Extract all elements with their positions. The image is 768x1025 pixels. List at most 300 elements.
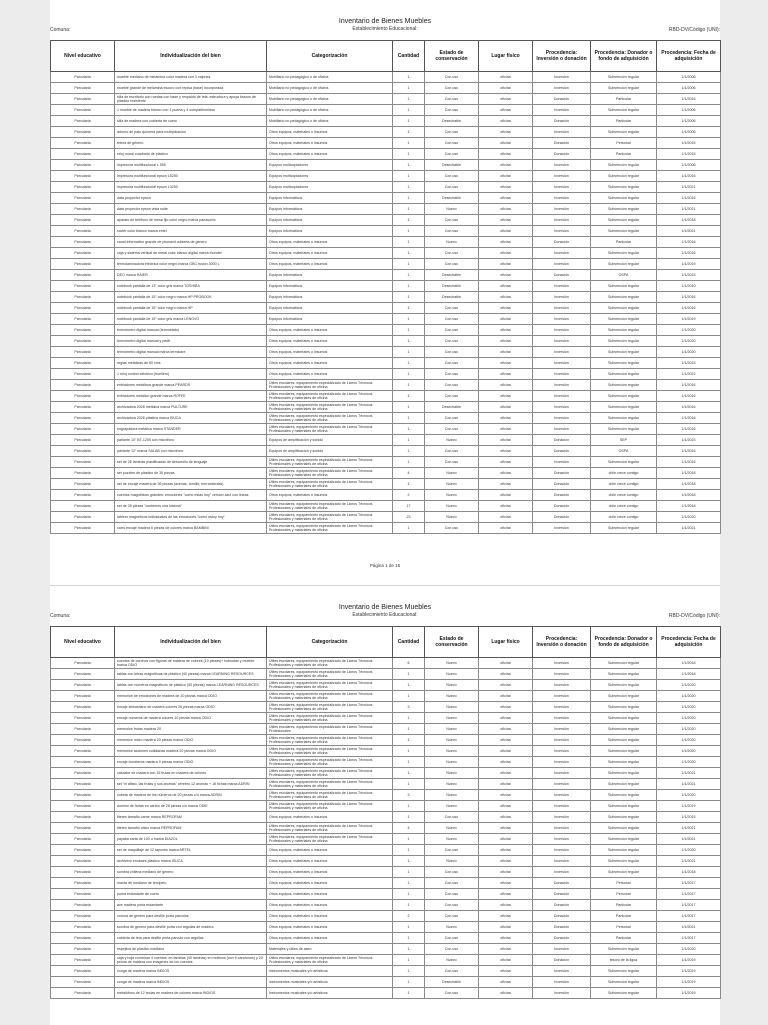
table-body	[51, 658, 721, 999]
table-cell: Equipos informáticos	[267, 204, 393, 215]
table-cell: 1/1/2021	[657, 768, 721, 779]
table-cell: 1/1/2019	[657, 801, 721, 812]
table-cell: Inversión	[533, 834, 591, 845]
table-cell: oficina	[479, 435, 533, 446]
table-cell: Subvencion regular	[591, 713, 657, 724]
table-cell: Inversión	[533, 347, 591, 358]
table-cell: Parvularia	[51, 735, 115, 746]
table-cell: oficina	[479, 138, 533, 149]
table-cell: 1/1/2020	[657, 845, 721, 856]
table-cell: Con uso	[425, 358, 479, 369]
table-cell: 1/1/2016	[657, 94, 721, 105]
table-cell: Parvularia	[51, 878, 115, 889]
table-cell: Con uso	[425, 347, 479, 358]
page-header	[50, 0, 720, 40]
table-cell: Parvularia	[51, 702, 115, 713]
page-number: Página 1 de 15	[369, 563, 401, 568]
table-cell: cascabe de madera con 15 frutas en madera de colores	[115, 768, 267, 779]
table-cell: 1	[393, 889, 425, 900]
table-cell: Donación	[533, 922, 591, 933]
table-cell: 1	[393, 878, 425, 889]
table-cell: termolaminadora eléctrica color negro marca GBC fusion 3000 L	[115, 259, 267, 270]
table-cell: Con uso	[425, 83, 479, 94]
table-cell: 1	[393, 922, 425, 933]
table-row	[51, 358, 721, 369]
table-cell: Con uso	[425, 380, 479, 391]
table-cell: Inversión	[533, 856, 591, 867]
table-cell: router color blanco marca entel	[115, 226, 267, 237]
table-cell: Subvencion regular	[591, 812, 657, 823]
table-cell: oficina	[479, 94, 533, 105]
table-cell: Inversión	[533, 702, 591, 713]
table-cell: Con uso	[425, 303, 479, 314]
table-cell: Subvencion regular	[591, 105, 657, 116]
table-cell: Parvularia	[51, 391, 115, 402]
table-row	[51, 490, 721, 501]
table-row	[51, 127, 721, 138]
table-cell: Inversión	[533, 160, 591, 171]
table-cell: Inversión	[533, 457, 591, 468]
table-cell: Inversión	[533, 790, 591, 801]
table-cell: Inversión	[533, 83, 591, 94]
table-cell: 1/1/2020	[657, 757, 721, 768]
table-cell: Con uso	[425, 94, 479, 105]
table-cell: Subvencion regular	[591, 768, 657, 779]
table-cell: 1	[393, 259, 425, 270]
table-cell: 1	[393, 347, 425, 358]
table-cell: 3	[393, 790, 425, 801]
table-cell: oficina	[479, 746, 533, 757]
table-cell: 1	[393, 944, 425, 955]
table-cell: Inversión	[533, 105, 591, 116]
table-row	[51, 193, 721, 204]
table-cell: oficina	[479, 966, 533, 977]
table-cell: 1/1/2015	[657, 358, 721, 369]
table-cell: Particular	[591, 933, 657, 944]
table-cell: 1/1/2016	[657, 193, 721, 204]
table-cell: Inversión	[533, 424, 591, 435]
table-cell: 1/1/2006	[657, 160, 721, 171]
table-row	[51, 138, 721, 149]
table-cell: Desechable	[425, 292, 479, 303]
table-row	[51, 380, 721, 391]
table-cell: Parvularia	[51, 900, 115, 911]
table-cell: Con uso	[425, 314, 479, 325]
table-cell: Nuevo	[425, 479, 479, 490]
table-cell: 1/1/2016	[657, 413, 721, 424]
table-cell: oficina	[479, 790, 533, 801]
table-cell: Nuevo	[425, 490, 479, 501]
table-cell: Particular	[591, 237, 657, 248]
table-cell: Parvularia	[51, 779, 115, 790]
table-cell: 1/1/2015	[657, 138, 721, 149]
table-cell: 1/1/2021	[657, 834, 721, 845]
table-cell: Con uso	[425, 248, 479, 259]
table-cell: Útiles escolares, equipamiento especializado de Liceos Técnicos Profesionales y materiales de oficina	[267, 457, 393, 468]
table-cell: memorice micro madera 20 piezas marca ODIO	[115, 735, 267, 746]
table-cell: Parvularia	[51, 691, 115, 702]
table-cell: set "el alfato, las frutas y sus aromas" cerebro 12 aromas + 16 fichas marca ADRIN	[115, 779, 267, 790]
table-cell: Con uso	[425, 988, 479, 999]
table-cell: 1/1/2018	[657, 468, 721, 479]
table-cell: Equipos multicopiadores	[267, 182, 393, 193]
table-cell: 1	[393, 933, 425, 944]
table-cell: Otros equipos, materiales o insumos	[267, 138, 393, 149]
establishment-label: Establecimiento Educacional:	[352, 612, 418, 618]
column-header: Individualización del bien	[115, 627, 267, 658]
table-cell: Subvencion regular	[591, 369, 657, 380]
table-cell: aparato de teléfono de mesa fijo color negro marca panasonic	[115, 215, 267, 226]
table-cell: oficina	[479, 336, 533, 347]
table-cell: Donación	[533, 237, 591, 248]
table-row	[51, 680, 721, 691]
table-cell: espejitos de plastico mediano	[115, 944, 267, 955]
table-cell: Subvencion regular	[591, 801, 657, 812]
table-cell: Nuevo	[425, 922, 479, 933]
table-cell: Útiles escolares, equipamiento especializado de Liceos Técnicos Profesionales y materiales de oficina	[267, 735, 393, 746]
column-header: Lugar físico	[479, 627, 533, 658]
table-cell: Equipos informáticos	[267, 226, 393, 237]
table-cell: Parvularia	[51, 457, 115, 468]
table-row	[51, 988, 721, 999]
table-cell: 1	[393, 182, 425, 193]
table-cell: 1/1/2010	[657, 281, 721, 292]
table-cell: Inversión	[533, 757, 591, 768]
table-row	[51, 713, 721, 724]
table-cell: oficina	[479, 702, 533, 713]
table-cell: Con uso	[425, 966, 479, 977]
table-cell: memorice frutas madera 20	[115, 724, 267, 735]
table-cell: oficina	[479, 303, 533, 314]
table-cell: 4	[393, 468, 425, 479]
table-cell: Nuevo	[425, 204, 479, 215]
table-cell: Inversión	[533, 193, 591, 204]
table-cell: Personal	[591, 878, 657, 889]
table-cell: 1/1/2006	[657, 72, 721, 83]
table-row	[51, 523, 721, 534]
table-cell: Nuevo	[425, 823, 479, 834]
table-cell: Particular	[591, 911, 657, 922]
table-cell: Útiles escolares, equipamiento especializado de Liceos Técnicos Profesionales y materiales de oficina	[267, 779, 393, 790]
table-cell: oficina	[479, 281, 533, 292]
table-row	[51, 171, 721, 182]
table-cell: oficina	[479, 768, 533, 779]
table-cell: 1/1/2019	[657, 977, 721, 988]
table-cell: oficina	[479, 292, 533, 303]
table-row	[51, 812, 721, 823]
table-cell: Parvularia	[51, 380, 115, 391]
table-cell: Con uso	[425, 413, 479, 424]
table-cell: Donación	[533, 468, 591, 479]
table-cell: Personal	[591, 138, 657, 149]
table-cell: Inversión	[533, 680, 591, 691]
table-cell: 1	[393, 713, 425, 724]
table-cell: Subvencion regular	[591, 691, 657, 702]
table-cell: mueble grande de melamina escuro con repisa (base) incorporada	[115, 83, 267, 94]
table-cell: oficina	[479, 900, 533, 911]
table-cell: 1/1/2016	[657, 424, 721, 435]
table-cell: Inversión	[533, 204, 591, 215]
table-cell: 1/1/2020	[657, 702, 721, 713]
table-cell: 1/1/2020	[657, 735, 721, 746]
table-cell: cuentos magnéticos grandes: emociones "como estas hoy" version azul con lineas	[115, 490, 267, 501]
table-cell: Parvularia	[51, 790, 115, 801]
table-cell: Inversión	[533, 259, 591, 270]
table-cell: Equipos de amplificación y sonido	[267, 435, 393, 446]
table-cell: 1	[393, 457, 425, 468]
table-cell: 1	[393, 669, 425, 680]
table-cell: Inversión	[533, 523, 591, 534]
table-cell: Útiles escolares, equipamiento especializado de Liceos Técnicos Profesionales y materiales de oficina	[267, 691, 393, 702]
table-cell: Con uso	[425, 325, 479, 336]
table-cell: Parvularia	[51, 501, 115, 512]
table-cell: parlante 12" marca SALAB con micrófono	[115, 446, 267, 457]
table-cell: Otros equipos, materiales o insumos	[267, 490, 393, 501]
table-cell: 1	[393, 479, 425, 490]
table-cell: Nuevo	[425, 468, 479, 479]
table-cell: 1/1/2006	[657, 116, 721, 127]
table-cell: Subvencion regular	[591, 160, 657, 171]
table-cell: cubeta de madera de los números de 20 piezas c/u marca ADRIN	[115, 790, 267, 801]
table-cell: oficina	[479, 845, 533, 856]
table-cell: Mobiliario no pedagógico o de oficina	[267, 105, 393, 116]
table-cell: Subvencion regular	[591, 658, 657, 669]
table-cell: parlante 10" BT-1205 con micrófono	[115, 435, 267, 446]
table-cell: Parvularia	[51, 867, 115, 878]
table-cell: Subvencion regular	[591, 856, 657, 867]
table-row	[51, 336, 721, 347]
table-cell: oficina	[479, 680, 533, 691]
table-cell: domino de frutas en cartón de 28 piezas c/u marca ODIE	[115, 801, 267, 812]
table-cell: Equipos multicopiadores	[267, 171, 393, 182]
table-cell: Útiles escolares, equipamiento especializado de Liceos Técnicos Profesionales y materiales de oficina	[267, 658, 393, 669]
table-cell: Parvularia	[51, 768, 115, 779]
table-cell: 17	[393, 501, 425, 512]
table-cell: Útiles escolares, equipamiento especializado de Liceos Técnicos Profesionales y materiales de oficina	[267, 479, 393, 490]
table-cell: 1	[393, 248, 425, 259]
table-row	[51, 248, 721, 259]
table-cell: Inversión	[533, 127, 591, 138]
rbd-label: RBD-DV/Código (UNI):	[668, 27, 720, 33]
table-row	[51, 391, 721, 402]
table-cell: Inversión	[533, 713, 591, 724]
table-cell: Otros equipos, materiales o insumos	[267, 845, 393, 856]
table-cell: encaje números de madera colores 10 piezas marca ODIO	[115, 713, 267, 724]
table-cell: Nuevo	[425, 724, 479, 735]
table-row	[51, 867, 721, 878]
table-cell: 1/1/2020	[657, 347, 721, 358]
table-cell: 1	[393, 724, 425, 735]
table-cell: Parvularia	[51, 215, 115, 226]
table-row	[51, 457, 721, 468]
table-cell: Desechable	[425, 402, 479, 413]
table-cell: Subvencion regular	[591, 358, 657, 369]
table-cell: 1	[393, 369, 425, 380]
table-cell: tesoro de la ligua	[591, 955, 657, 966]
table-cell: 1/1/2017	[657, 889, 721, 900]
table-cell: Otros equipos, materiales o insumos	[267, 933, 393, 944]
table-cell: Subvencion regular	[591, 523, 657, 534]
table-row	[51, 944, 721, 955]
table-row	[51, 691, 721, 702]
table-cell: notebook pantalla de 15" color gris marca LENOVO	[115, 314, 267, 325]
table-cell: Otros equipos, materiales o insumos	[267, 900, 393, 911]
table-cell: 1	[393, 746, 425, 757]
table-cell: Subvencion regular	[591, 303, 657, 314]
table-cell: conga de madera marca INDIOS	[115, 966, 267, 977]
table-cell: 1/1/2020	[657, 944, 721, 955]
table-cell: Con uso	[425, 523, 479, 534]
table-cell: 1/1/2020	[657, 325, 721, 336]
table-cell: reglas metálicas de 60 cms	[115, 358, 267, 369]
table-cell: Otros equipos, materiales o insumos	[267, 259, 393, 270]
table-cell: Otros equipos, materiales o insumos	[267, 911, 393, 922]
table-cell: 1/1/2021	[657, 779, 721, 790]
table-cell: conga de madera marca INDIOS	[115, 977, 267, 988]
table-cell: 1/1/2023	[657, 435, 721, 446]
table-cell: Con uso	[425, 215, 479, 226]
table-cell: 1/1/2018	[657, 479, 721, 490]
table-cell: Parvularia	[51, 911, 115, 922]
column-header: Procedencia: Inversión o donación	[533, 627, 591, 658]
table-row	[51, 779, 721, 790]
table-cell: set de 26 láminas plastificadas de desarrollo de lenguaje	[115, 457, 267, 468]
table-cell: Subvencion regular	[591, 259, 657, 270]
table-cell: 1/1/2022	[657, 369, 721, 380]
table-cell: Útiles escolares, equipamiento especializado de Liceos Técnicos Profesionales y materiales de oficina	[267, 768, 393, 779]
table-header-row	[51, 627, 721, 658]
table-cell: 1/1/2020	[657, 512, 721, 523]
table-cell: oficina	[479, 160, 533, 171]
table-cell: 1	[393, 72, 425, 83]
column-header: Individualización del bien	[115, 41, 267, 72]
table-cell: Otros equipos, materiales o insumos	[267, 369, 393, 380]
table-cell: Nuevo	[425, 790, 479, 801]
table-cell: reloj mural cuadrado de plástico	[115, 149, 267, 160]
table-cell: oficina	[479, 490, 533, 501]
table-cell: Inversión	[533, 248, 591, 259]
table-cell: 1/1/2016	[657, 380, 721, 391]
table-cell: Útiles escolares, equipamiento especializado de Liceos Técnicos Profesionales y materiales de oficina	[267, 413, 393, 424]
table-cell: termómetro digital manual marca termicare	[115, 347, 267, 358]
table-cell: Inversión	[533, 325, 591, 336]
table-cell: Inversión	[533, 867, 591, 878]
table-cell: Útiles escolares, equipamiento especializado de Liceos Técnicos Profesionales y materiales de oficina	[267, 757, 393, 768]
table-cell: Inversión	[533, 669, 591, 680]
table-cell: 1	[393, 779, 425, 790]
table-cell: oficina	[479, 171, 533, 182]
table-cell: Subvencion regular	[591, 424, 657, 435]
table-cell: silla de escritorio con ruedas con base y respaldo de tela, estructura y apoya brazos de plástico resistente	[115, 94, 267, 105]
table-cell: Con uso	[425, 391, 479, 402]
table-row	[51, 160, 721, 171]
table-cell: oficina	[479, 105, 533, 116]
table-cell: Subvencion regular	[591, 226, 657, 237]
table-row	[51, 724, 721, 735]
table-cell: 1/1/2019	[657, 955, 721, 966]
table-row	[51, 446, 721, 457]
table-cell: ave madera porta estandarte	[115, 900, 267, 911]
table-cell: 1	[393, 801, 425, 812]
table-cell: Nuevo	[425, 746, 479, 757]
table-cell: Con uso	[425, 226, 479, 237]
column-header: Nivel educativo	[51, 627, 115, 658]
table-cell: 6	[393, 658, 425, 669]
table-cell: Otros equipos, materiales o insumos	[267, 248, 393, 259]
table-cell: Inversión	[533, 988, 591, 999]
table-cell: 4	[393, 823, 425, 834]
table-cell: 1	[393, 226, 425, 237]
table-cell: Útiles escolares, equipamiento especializado de Liceos Técnicos Profesionales y materiales de oficina	[267, 424, 393, 435]
table-cell: Parvularia	[51, 402, 115, 413]
table-cell: Equipos informáticos	[267, 270, 393, 281]
table-row	[51, 801, 721, 812]
table-cell: oficina	[479, 358, 533, 369]
table-cell: sombra de genero para desfile porta con argollas de madera	[115, 922, 267, 933]
table-cell: 1/1/2020	[657, 746, 721, 757]
table-cell: Desechable	[425, 193, 479, 204]
table-cell: Inversión	[533, 292, 591, 303]
table-cell: Inversión	[533, 735, 591, 746]
table-cell: Donación	[533, 149, 591, 160]
table-cell: 1	[393, 413, 425, 424]
table-cell: impresora multifuncional L 555	[115, 160, 267, 171]
table-cell: oficina	[479, 193, 533, 204]
table-cell: 1	[393, 358, 425, 369]
table-cell: 1/1/2019	[657, 259, 721, 270]
table-cell: Útiles escolares, equipamiento especializado de Liceos Técnicos Profesionales y materiales de oficina	[267, 501, 393, 512]
table-row	[51, 369, 721, 380]
table-cell: Útiles escolares, equipamiento especializado de Liceos Técnicos Profesionales	[267, 724, 393, 735]
table-cell: Con uso	[425, 900, 479, 911]
table-cell: 1 reloj control eléctrico (huellero)	[115, 369, 267, 380]
table-cell: Nuevo	[425, 680, 479, 691]
table-cell: 1/1/2016	[657, 303, 721, 314]
table-cell: Subvencion regular	[591, 988, 657, 999]
table-cell: oficina	[479, 501, 533, 512]
table-cell: Parvularia	[51, 669, 115, 680]
table-cell: Subvencion regular	[591, 746, 657, 757]
table-cell: 1/1/2018	[657, 669, 721, 680]
column-header: Estado de conservación	[425, 41, 479, 72]
table-cell: Útiles escolares, equipamiento especializado de Liceos Técnicos Profesionales y materiales de oficina	[267, 955, 393, 966]
table-cell: Subvencion regular	[591, 292, 657, 303]
table-cell: Mobiliario no pedagógico o de oficina	[267, 72, 393, 83]
table-cell: 1/1/2020	[657, 691, 721, 702]
table-cell: Nuevo	[425, 435, 479, 446]
table-row	[51, 501, 721, 512]
table-cell: oficina	[479, 182, 533, 193]
establishment-label: Establecimiento Educacional:	[352, 26, 418, 32]
column-header: Procedencia: Fecha de adquisición	[657, 627, 721, 658]
table-cell: Inversión	[533, 226, 591, 237]
table-cell: Subvencion regular	[591, 182, 657, 193]
table-cell: Útiles escolares, equipamiento especializado de Liceos Técnicos Profesionales y materiales de oficina	[267, 669, 393, 680]
table-cell: Inversión	[533, 724, 591, 735]
table-cell: Inversión	[533, 966, 591, 977]
table-cell: oficina	[479, 380, 533, 391]
table-cell: Nuevo	[425, 779, 479, 790]
table-cell: Parvularia	[51, 149, 115, 160]
table-cell: Subvencion regular	[591, 757, 657, 768]
table-cell: Inversión	[533, 801, 591, 812]
table-cell: 1/1/2015	[657, 812, 721, 823]
table-cell: Otros equipos, materiales o insumos	[267, 149, 393, 160]
table-cell: 1	[393, 845, 425, 856]
table-cell: Parvularia	[51, 977, 115, 988]
table-cell: oficina	[479, 735, 533, 746]
table-cell: Con uso	[425, 944, 479, 955]
